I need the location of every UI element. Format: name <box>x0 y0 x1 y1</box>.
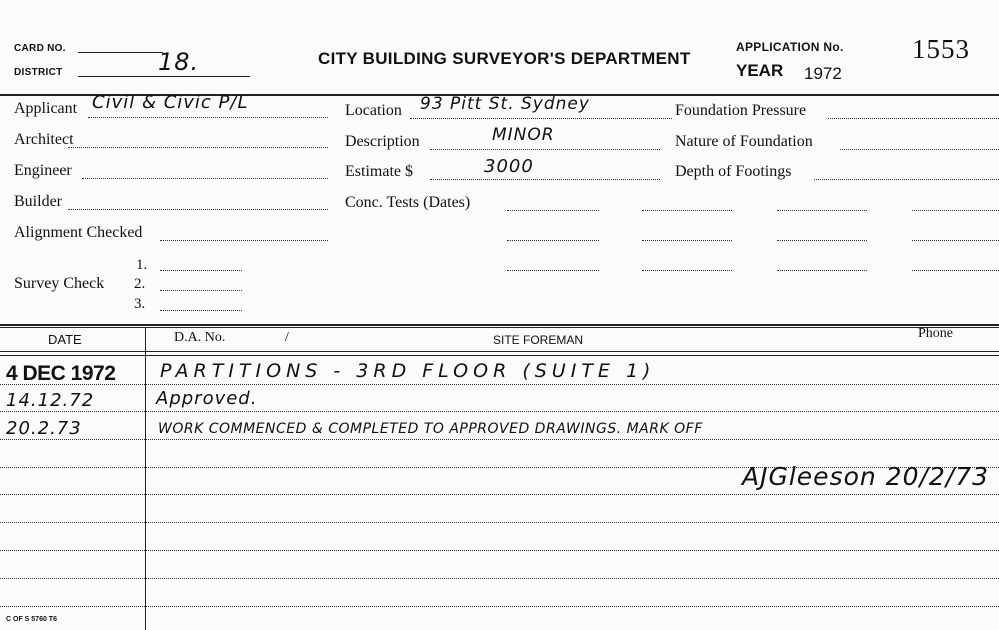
foundation-pressure-line <box>828 118 999 119</box>
log-top-divider-2 <box>0 327 999 328</box>
location-label: Location <box>345 102 402 119</box>
district-line <box>78 76 250 77</box>
conc-line <box>642 210 732 211</box>
description-label: Description <box>345 133 420 150</box>
col-slash-header: / <box>285 330 289 345</box>
survey-label: Survey Check <box>14 275 105 292</box>
district-label: DISTRICT <box>14 67 63 78</box>
conc-line <box>507 240 599 241</box>
estimate-line <box>430 179 660 180</box>
survey-num-3: 3. <box>134 296 146 312</box>
engineer-line <box>82 178 328 179</box>
col-foreman-header: SITE FOREMAN <box>493 333 584 347</box>
applicant-label: Applicant <box>14 100 78 117</box>
architect-line <box>68 147 328 148</box>
entry-date-1: 4 DEC 1972 <box>6 362 116 385</box>
conc-line <box>507 210 599 211</box>
estimate-label: Estimate $ <box>345 163 413 180</box>
builder-line <box>68 209 328 210</box>
conc-line <box>642 270 732 271</box>
location-value: 93 Pitt St. Sydney <box>420 94 590 114</box>
estimate-value: 3000 <box>484 156 534 177</box>
survey-num-1: 1. <box>136 257 148 273</box>
district-value: 18. <box>158 48 200 76</box>
survey-line-2 <box>160 290 242 291</box>
year-label: YEAR <box>736 61 784 80</box>
builder-label: Builder <box>14 193 62 210</box>
conc-line <box>777 240 867 241</box>
applicant-line <box>88 117 328 118</box>
entry-date-2: 14.12.72 <box>6 390 95 411</box>
form-code: C OF S 5760 T6 <box>6 616 57 623</box>
year-value: 1972 <box>804 64 842 83</box>
log-header-underline-2 <box>0 355 999 356</box>
depth-footings-line <box>814 179 999 180</box>
alignment-line <box>160 240 328 241</box>
entry-date-3: 20.2.73 <box>6 418 82 439</box>
conc-line <box>912 240 999 241</box>
alignment-label: Alignment Checked <box>14 224 143 241</box>
depth-footings-label: Depth of Footings <box>675 163 792 180</box>
log-row-line <box>0 578 999 579</box>
conc-line <box>912 210 999 211</box>
architect-label: Architect <box>14 131 74 148</box>
survey-line-3 <box>160 310 242 311</box>
entry-text-3: WORK COMMENCED & COMPLETED TO APPROVED DRAWINGS. MARK OFF <box>158 421 703 437</box>
card-no-label: CARD NO. <box>14 43 66 54</box>
conc-tests-label: Conc. Tests (Dates) <box>345 194 471 211</box>
description-line <box>430 149 660 150</box>
log-row-line <box>0 411 999 412</box>
conc-line <box>912 270 999 271</box>
log-row-line <box>0 522 999 523</box>
department-title: CITY BUILDING SURVEYOR'S DEPARTMENT <box>318 49 691 68</box>
application-number: 1553 <box>912 34 970 64</box>
entry-text-1: PARTITIONS - 3RD FLOOR (SUITE 1) <box>160 360 656 382</box>
log-row-line <box>0 550 999 551</box>
log-top-divider <box>0 324 999 326</box>
nature-foundation-label: Nature of Foundation <box>675 133 813 150</box>
col-da-header: D.A. No. <box>174 330 226 345</box>
log-row-line <box>0 384 999 385</box>
col-phone-header: Phone <box>918 326 953 341</box>
log-header-underline <box>0 351 999 352</box>
location-line <box>410 118 672 119</box>
card-no-line <box>78 52 163 53</box>
nature-foundation-line <box>840 149 999 150</box>
col-date-header: DATE <box>48 332 82 347</box>
date-column-divider <box>145 327 146 630</box>
application-label: APPLICATION No. <box>736 40 844 54</box>
survey-num-2: 2. <box>134 276 146 292</box>
conc-line <box>777 270 867 271</box>
log-row-line <box>0 606 999 607</box>
engineer-label: Engineer <box>14 162 72 179</box>
foundation-pressure-label: Foundation Pressure <box>675 102 807 119</box>
survey-line-1 <box>160 270 242 271</box>
description-value: MINOR <box>492 125 555 145</box>
log-row-line <box>0 439 999 440</box>
conc-line <box>777 210 867 211</box>
applicant-value: Civil & Civic P/L <box>92 92 249 113</box>
entry-text-2: Approved. <box>156 388 258 409</box>
log-row-line <box>0 494 999 495</box>
conc-line <box>642 240 732 241</box>
signature: AJGleeson 20/2/73 <box>742 462 990 491</box>
conc-line <box>507 270 599 271</box>
